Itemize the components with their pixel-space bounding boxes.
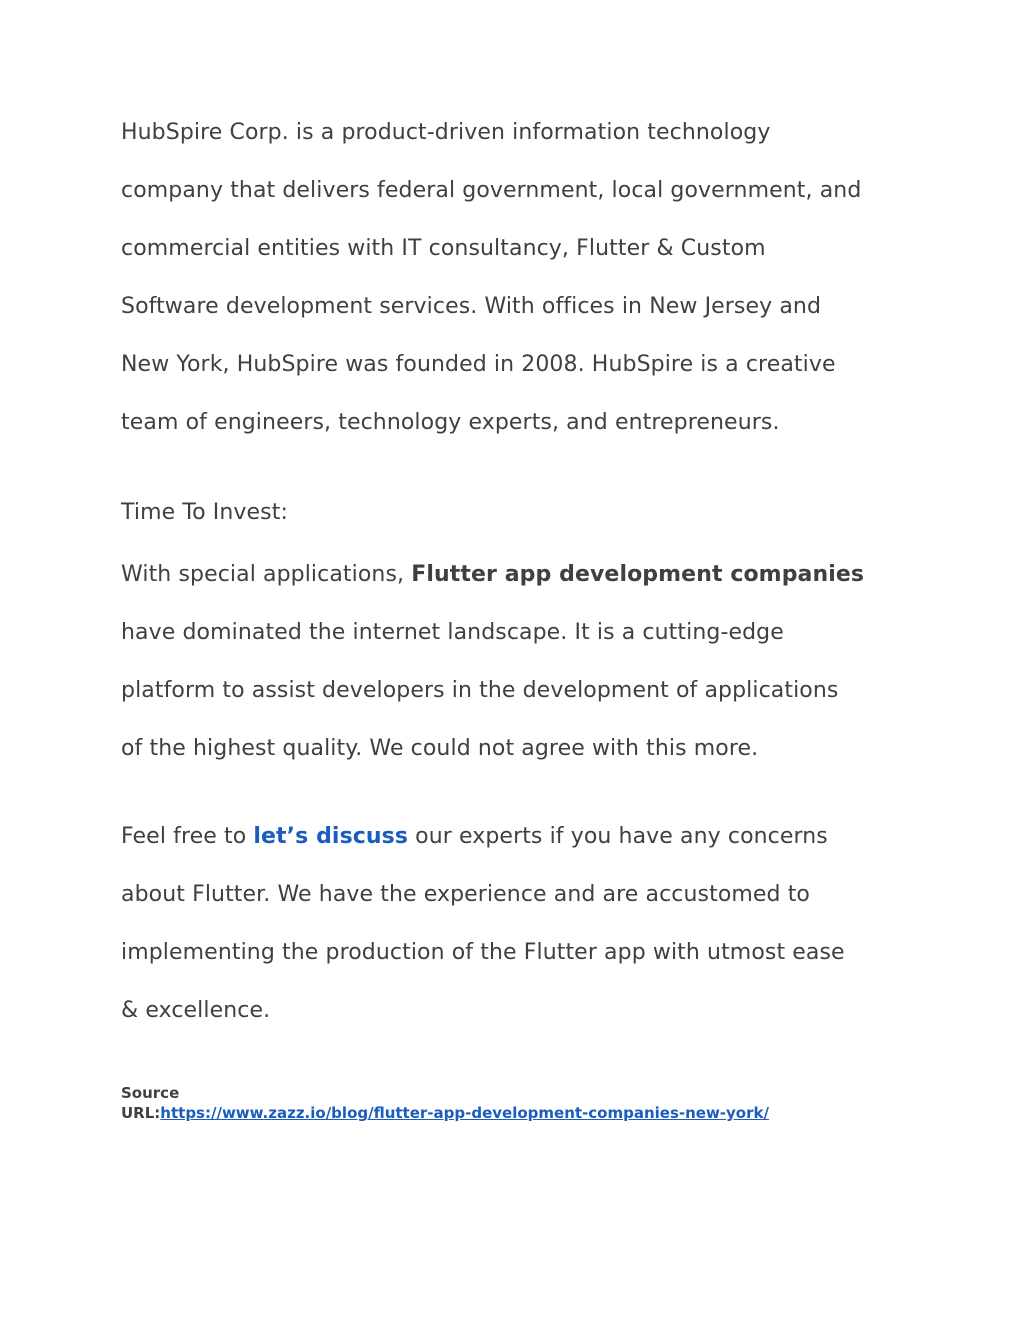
discuss-line-4: & excellence. (121, 998, 271, 1023)
section-heading-invest: Time To Invest: (121, 500, 288, 525)
discuss-line-1-suffix: our experts if you have any concerns (408, 824, 828, 849)
source-url-line (121, 1103, 769, 1123)
discuss-line-1 (121, 808, 911, 866)
source-url-link[interactable]: https://www.zazz.io/blog/flutter-app-development-companies-new-york/ (160, 1104, 769, 1122)
about-line-6: team of engineers, technology experts, and entrepreneurs. (121, 410, 780, 435)
invest-line-1 (121, 546, 911, 604)
about-line-5: New York, HubSpire was founded in 2008. HubSpire is a creative (121, 352, 836, 377)
about-line-3: commercial entities with IT consultancy, Flutter & Custom (121, 236, 766, 261)
about-paragraph (121, 104, 911, 452)
about-line-2: company that delivers federal government, local government, and (121, 178, 862, 203)
about-line-1: HubSpire Corp. is a product-driven information technology (121, 120, 771, 145)
invest-line-4: of the highest quality. We could not agree with this more. (121, 736, 759, 761)
source-block (121, 1083, 769, 1123)
invest-paragraph (121, 546, 911, 778)
url-label: URL: (121, 1104, 161, 1122)
discuss-line-3: implementing the production of the Flutter app with utmost ease (121, 940, 845, 965)
lets-discuss-link[interactable]: let’s discuss (253, 824, 409, 849)
discuss-line-1-prefix: Feel free to (121, 824, 254, 849)
source-label: Source (121, 1084, 180, 1102)
discuss-line-2: about Flutter. We have the experience and are accustomed to (121, 882, 810, 907)
invest-line-3: platform to assist developers in the development of applications (121, 678, 839, 703)
invest-line-2: have dominated the internet landscape. It is a cutting-edge (121, 620, 784, 645)
discuss-paragraph (121, 808, 911, 1040)
flutter-companies-bold: Flutter app development companies (411, 562, 865, 587)
invest-line-1-prefix: With special applications, (121, 562, 412, 587)
about-line-4: Software development services. With offices in New Jersey and (121, 294, 822, 319)
